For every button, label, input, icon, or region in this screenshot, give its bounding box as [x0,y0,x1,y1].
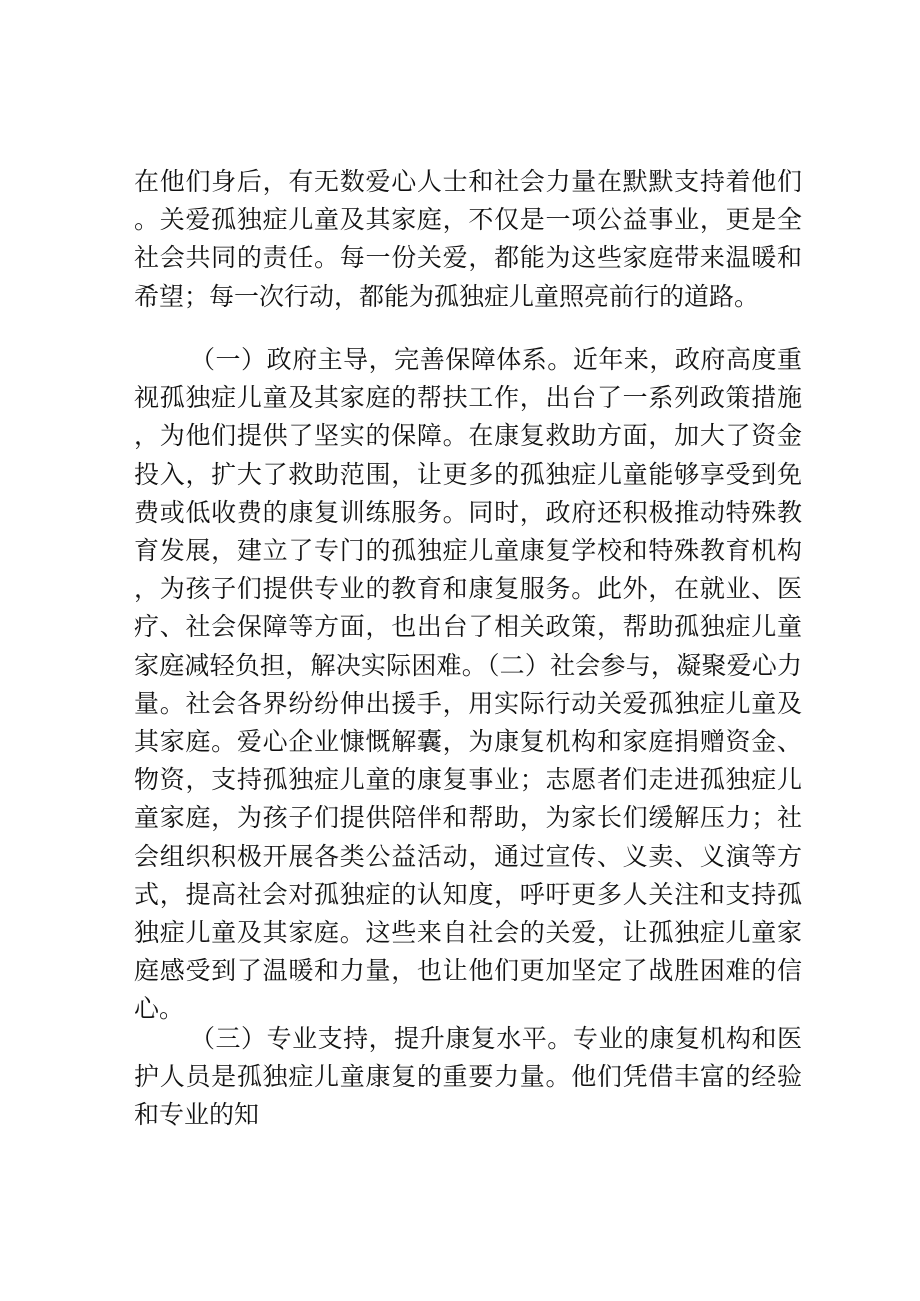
paragraph-professional-support: （三）专业支持，提升康复水平。专业的康复机构和医护人员是孤独症儿童康复的重要力量。他们凭借丰富的经验和专业的知 [134,1024,802,1130]
paragraph-government-and-society: （一）政府主导，完善保障体系。近年来，政府高度重视孤独症儿童及其家庭的帮扶工作，出台了一系列政策措施，为他们提供了坚实的保障。在康复救助方面，加大了资金投入，扩大了救助范围，让更多的孤独症儿童能够享受到免费或低收费的康复训练服务。同时，政府还积极推动特殊教育发展，建立了专门的孤独症儿童康复学校和特殊教育机构，为孩子们提供专业的教育和康复服务。此外，在就业、医疗、社会保障等方面，也出台了相关政策，帮助孤独症儿童家庭减轻负担，解决实际困难。（二）社会参与，凝聚爱心力量。社会各界纷纷伸出援手，用实际行动关爱孤独症儿童及其家庭。爱心企业慷慨解囊，为康复机构和家庭捐赠资金、物资，支持孤独症儿童的康复事业；志愿者们走进孤独症儿童家庭，为孩子们提供陪伴和帮助，为家长们缓解压力；社会组织积极开展各类公益活动，通过宣传、义卖、义演等方式，提高社会对孤独症的认知度，呼吁更多人关注和支持孤独症儿童及其家庭。这些来自社会的关爱，让孤独症儿童家庭感受到了温暖和力量，也让他们更加坚定了战胜困难的信心。 [134,345,802,1024]
paragraph-continuation: 在他们身后，有无数爱心人士和社会力量在默默支持着他们。关爱孤独症儿童及其家庭，不仅是一项公益事业，更是全社会共同的责任。每一份关爱，都能为这些家庭带来温暖和希望；每一次行动，都能为孤独症儿童照亮前行的道路。 [134,167,802,311]
